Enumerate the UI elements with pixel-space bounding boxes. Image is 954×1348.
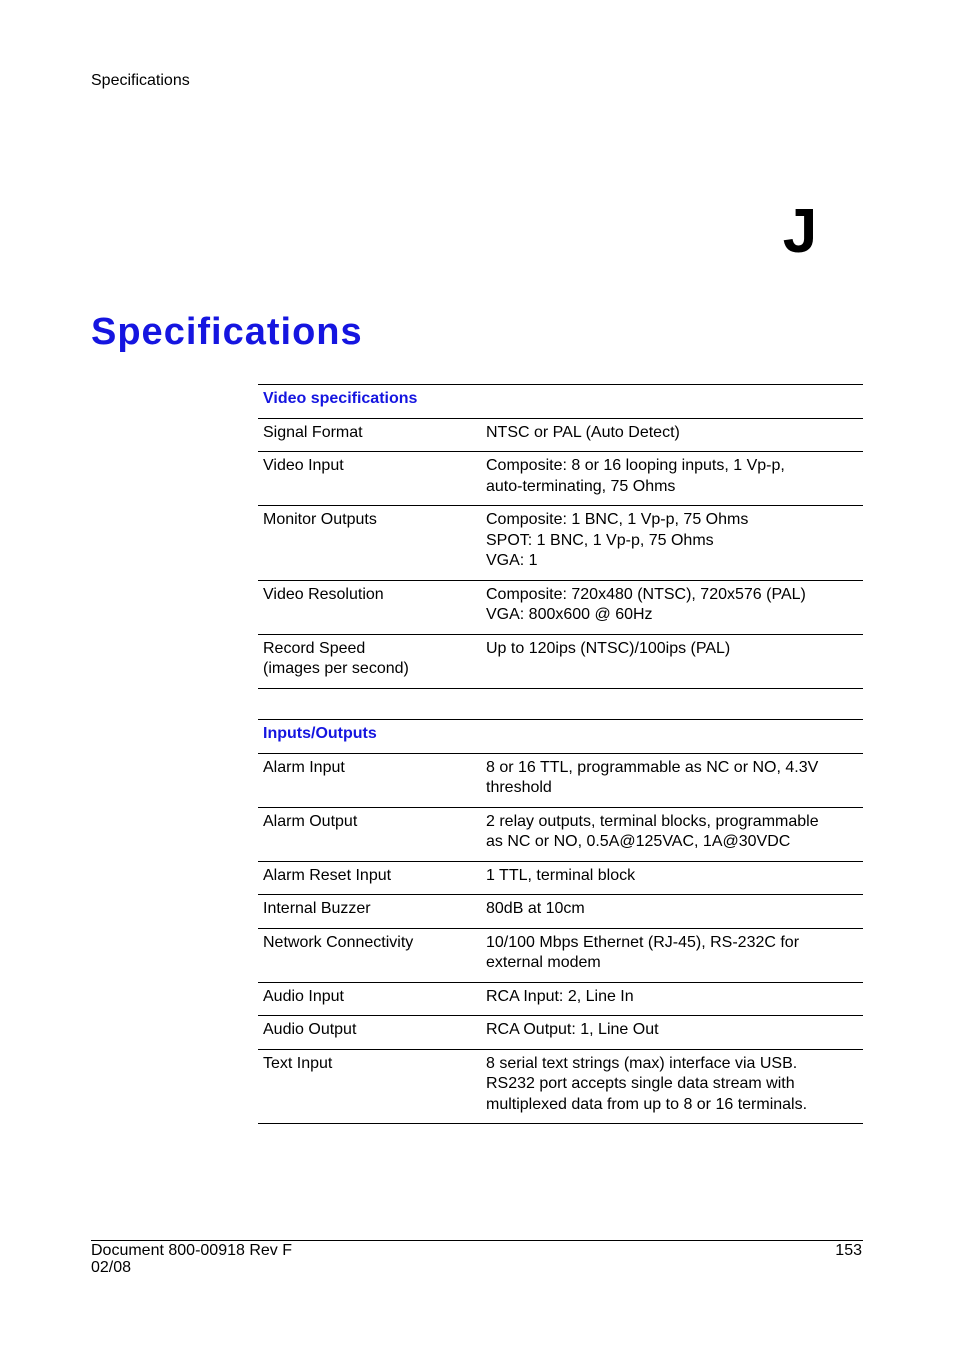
footer-document-number: Document 800-00918 Rev F — [91, 1242, 292, 1259]
spec-label-line: Alarm Output — [263, 812, 358, 830]
spec-label — [258, 580, 481, 634]
spec-value-line: 1 TTL, terminal block — [486, 866, 636, 884]
spec-label-line: Audio Output — [263, 1021, 357, 1038]
spec-value-line: 2 relay outputs, terminal blocks, programmable — [486, 812, 819, 830]
spec-label-line: Text Input — [263, 1054, 333, 1072]
spec-label — [258, 506, 481, 581]
video-rows — [258, 418, 863, 688]
spec-value — [481, 928, 863, 982]
spec-value-line: Composite: 720x480 (NTSC), 720x576 (PAL) — [486, 585, 806, 603]
spec-value-line: 80dB at 10cm — [486, 900, 585, 917]
spec-value — [481, 895, 863, 929]
spec-value-line: RCA Output: 1, Line Out — [486, 1021, 659, 1038]
spec-value-line: auto-terminating, 75 Ohms — [486, 477, 676, 495]
spec-value — [481, 861, 863, 895]
spec-label — [258, 753, 481, 807]
spec-value-line: Up to 120ips (NTSC)/100ips (PAL) — [486, 639, 731, 657]
table-section-header — [258, 385, 863, 419]
table-row — [258, 1049, 863, 1124]
spec-value-line: 8 or 16 TTL, programmable as NC or NO, 4.3V — [486, 758, 819, 776]
table-row — [258, 418, 863, 452]
table-row — [258, 580, 863, 634]
spec-value — [481, 982, 863, 1016]
table-row — [258, 634, 863, 688]
spec-value-line: VGA: 800x600 @ 60Hz — [486, 606, 653, 623]
spec-label-line: Alarm Input — [263, 758, 345, 776]
spec-value — [481, 418, 863, 452]
spec-label — [258, 634, 481, 688]
footer-date: 02/08 — [91, 1259, 132, 1276]
spec-value-line: Composite: 1 BNC, 1 Vp-p, 75 Ohms — [486, 511, 749, 528]
spec-value-line: external modem — [486, 954, 601, 971]
spec-value — [481, 1049, 863, 1124]
spec-value-line: as NC or NO, 0.5A@125VAC, 1A@30VDC — [486, 833, 791, 850]
table-row — [258, 753, 863, 807]
table-section-header — [258, 720, 863, 754]
footer-rule — [91, 1240, 863, 1241]
spec-label-line: Network Connectivity — [263, 933, 414, 951]
spec-label-line: Signal Format — [263, 423, 363, 441]
spec-value — [481, 1016, 863, 1050]
footer-document-info — [91, 1242, 292, 1276]
table-row — [258, 982, 863, 1016]
io-rows — [258, 753, 863, 1124]
spec-label — [258, 452, 481, 506]
spec-label — [258, 807, 481, 861]
spec-label-line: Video Resolution — [263, 585, 384, 603]
spec-value-line: multiplexed data from up to 8 or 16 terminals. — [486, 1095, 808, 1113]
spec-value — [481, 753, 863, 807]
video-specifications-table — [258, 384, 863, 689]
section-heading: Video specifications — [258, 385, 863, 419]
spec-value-line: 8 serial text strings (max) interface via USB. — [486, 1054, 798, 1072]
table-row — [258, 506, 863, 581]
table-row — [258, 1016, 863, 1050]
spec-value-line: RCA Input: 2, Line In — [486, 987, 634, 1005]
spec-value-line: 10/100 Mbps Ethernet (RJ-45), RS-232C for — [486, 933, 800, 951]
table-row — [258, 895, 863, 929]
spec-label-line: Audio Input — [263, 987, 344, 1005]
spec-label-line: Alarm Reset Input — [263, 866, 392, 884]
spec-value — [481, 452, 863, 506]
spec-label — [258, 861, 481, 895]
table-row — [258, 807, 863, 861]
spec-value — [481, 506, 863, 581]
spec-value — [481, 634, 863, 688]
spec-label-line: Monitor Outputs — [263, 511, 377, 528]
spec-label-line: (images per second) — [263, 660, 409, 677]
spec-label — [258, 895, 481, 929]
footer-page-number: 153 — [835, 1242, 862, 1259]
spec-label-line: Record Speed — [263, 639, 366, 657]
spec-value-line: threshold — [486, 779, 552, 796]
chapter-letter: J — [782, 197, 818, 266]
spec-label — [258, 982, 481, 1016]
spec-value-line: RS232 port accepts single data stream with — [486, 1075, 795, 1092]
table-row — [258, 452, 863, 506]
page-title: Specifications — [91, 311, 363, 353]
running-header: Specifications — [91, 72, 190, 89]
spec-label — [258, 418, 481, 452]
spec-label-line: Video Input — [263, 457, 344, 474]
spec-value — [481, 580, 863, 634]
inputs-outputs-table — [258, 719, 863, 1124]
spec-label — [258, 1016, 481, 1050]
spec-value — [481, 807, 863, 861]
spec-value-line: NTSC or PAL (Auto Detect) — [486, 423, 680, 441]
spec-label-line: Internal Buzzer — [263, 900, 371, 917]
section-heading: Inputs/Outputs — [258, 720, 863, 754]
spec-label — [258, 928, 481, 982]
table-row — [258, 861, 863, 895]
table-row — [258, 928, 863, 982]
spec-value-line: VGA: 1 — [486, 552, 538, 569]
spec-label — [258, 1049, 481, 1124]
spec-value-line: SPOT: 1 BNC, 1 Vp-p, 75 Ohms — [486, 531, 714, 549]
spec-value-line: Composite: 8 or 16 looping inputs, 1 Vp-p, — [486, 457, 785, 474]
